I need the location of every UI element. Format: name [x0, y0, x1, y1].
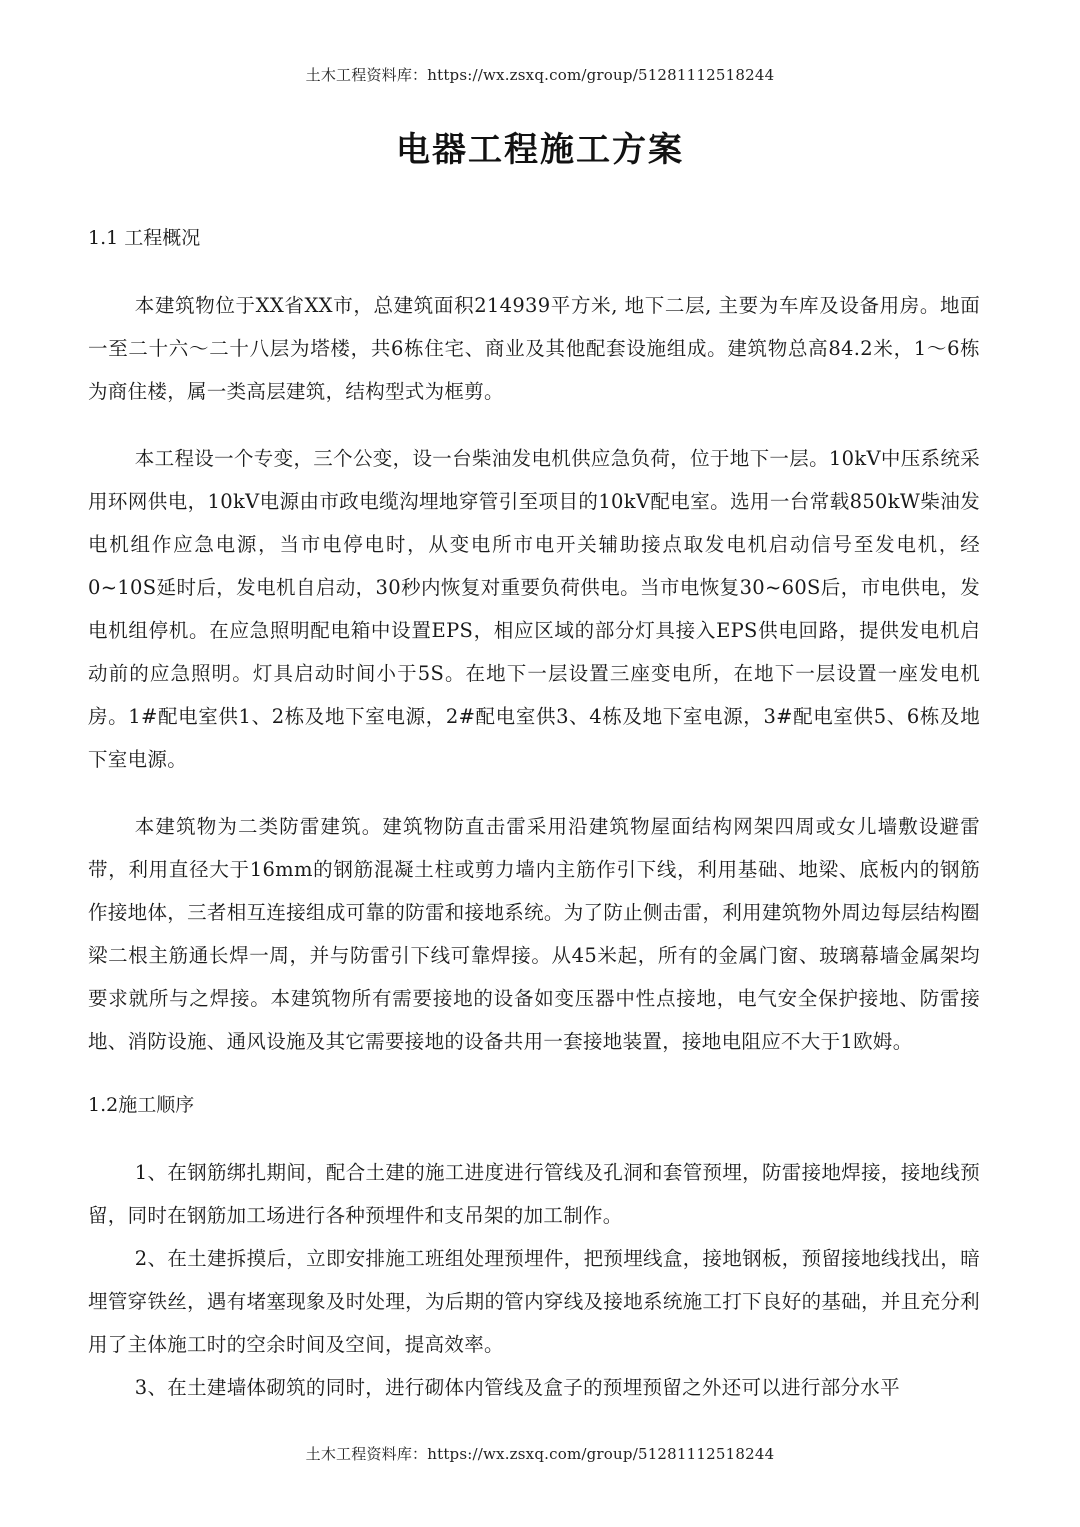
paragraph-overview-3: 本建筑物为二类防雷建筑。建筑物防直击雷采用沿建筑物屋面结构网架四周或女儿墙敷设避雷带，利用直径大于16mm的钢筋混凝土柱或剪力墙内主筋作引下线，利用基础、地梁、底板内的钢筋作接地体，三者相互连接组成可靠的防雷和接地系统。为了防止侧击雷，利用建筑物外周边每层结构圈梁二根主筋通长焊一周，并与防雷引下线可靠焊接。从45米起，所有的金属门窗、玻璃幕墙金属架均要求就所与之焊接。本建筑物所有需要接地的设备如变压器中性点接地，电气安全保护接地、防雷接地、消防设施、通风设施及其它需要接地的设备共用一套接地装置，接地电阻应不大于1欧姆。: [88, 815, 980, 1053]
paragraph-sequence-1: 1、在钢筋绑扎期间，配合土建的施工进度进行管线及孔洞和套管预埋，防雷接地焊接，接地线预留，同时在钢筋加工场进行各种预埋件和支吊架的加工制作。: [88, 1161, 980, 1227]
paragraph-sequence-3: 3、在土建墙体砌筑的同时，进行砌体内管线及盒子的预埋预留之外还可以进行部分水平: [134, 1376, 900, 1399]
document-body: [88, 220, 980, 1409]
document-title: 电器工程施工方案: [396, 130, 684, 170]
section-heading-sequence: 1.2施工顺序: [88, 1094, 195, 1116]
page-footer: 土木工程资料库：https://wx.zsxq.com/group/51281112518244: [305, 1445, 775, 1463]
section-heading-overview: 1.1 工程概况: [88, 227, 201, 249]
paragraph-overview-1: 本建筑物位于XX省XX市，总建筑面积214939平方米, 地下二层, 主要为车库及设备用房。地面一至二十六～二十八层为塔楼，共6栋住宅、商业及其他配套设施组成。建筑物总高84.2米，1～6栋为商住楼，属一类高层建筑，结构型式为框剪。: [88, 294, 980, 403]
paragraph-overview-2: 本工程设一个专变，三个公变，设一台柴油发电机供应急负荷，位于地下一层。10kV中压系统采用环网供电，10kV电源由市政电缆沟埋地穿管引至项目的10kV配电室。选用一台常载850kW柴油发电机组作应急电源，当市电停电时，从变电所市电开关辅助接点取发电机启动信号至发电机，经0~10S延时后，发电机自启动，30秒内恢复对重要负荷供电。当市电恢复30~60S后，市电供电，发电机组停机。在应急照明配电箱中设置EPS，相应区域的部分灯具接入EPS供电回路，提供发电机启动前的应急照明。灯具启动时间小于5S。在地下一层设置三座变电所，在地下一层设置一座发电机房。1#配电室供1、2栋及地下室电源，2#配电室供3、4栋及地下室电源，3#配电室供5、6栋及地下室电源。: [88, 447, 980, 771]
page-header: 土木工程资料库：https://wx.zsxq.com/group/51281112518244: [305, 66, 775, 84]
paragraph-sequence-2: 2、在土建拆摸后，立即安排施工班组处理预埋件，把预埋线盒，接地钢板，预留接地线找出，暗埋管穿铁丝，遇有堵塞现象及时处理，为后期的管内穿线及接地系统施工打下良好的基础，并且充分利用了主体施工时的空余时间及空间，提高效率。: [88, 1247, 980, 1356]
